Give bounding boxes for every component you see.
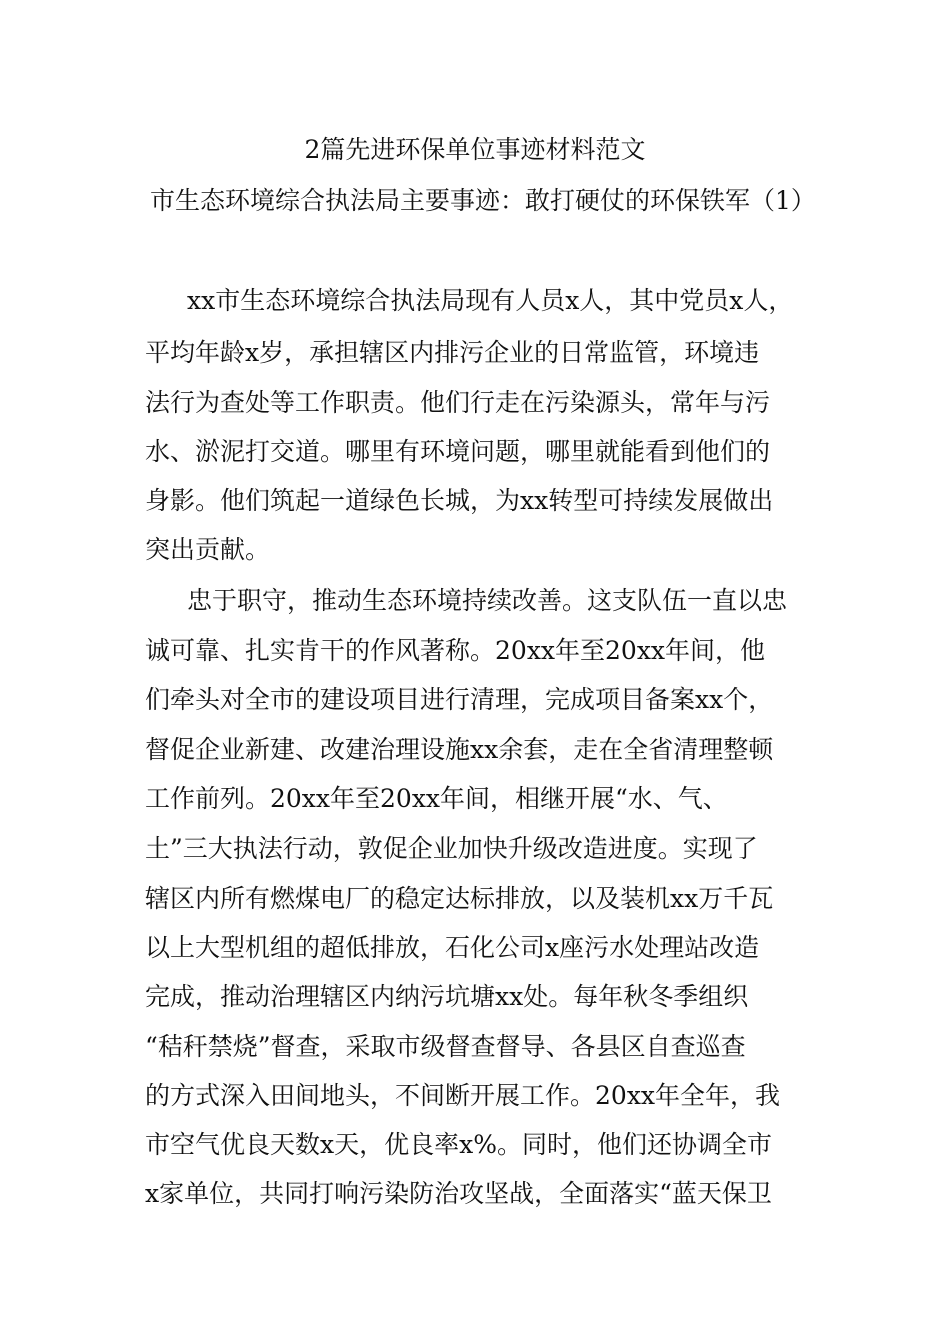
body-line: 辖区内所有燃煤电厂的稳定达标排放，以及装机xx万千瓦 bbox=[145, 884, 774, 913]
body-line: 的方式深入田间地头，不间断开展工作。20xx年全年，我 bbox=[145, 1081, 781, 1110]
body-line: 水、淤泥打交道。哪里有环境问题，哪里就能看到他们的 bbox=[145, 437, 771, 466]
body-line: x家单位，共同打响污染防治攻坚战，全面落实“蓝天保卫 bbox=[145, 1179, 772, 1208]
body-line: 督促企业新建、改建治理设施xx余套，走在全省清理整顿 bbox=[145, 735, 774, 764]
body-line: 们牵头对全市的建设项目进行清理，完成项目备案xx个， bbox=[145, 685, 774, 714]
body-line: xx市生态环境综合执法局现有人员x人，其中党员x人， bbox=[187, 286, 794, 315]
body-line: 诚可靠、扎实肯干的作风著称。20xx年至20xx年间，他 bbox=[145, 636, 766, 665]
body-line: 忠于职守，推动生态环境持续改善。这支队伍一直以忠 bbox=[187, 586, 788, 615]
body-line: 突出贡献。 bbox=[145, 535, 271, 564]
body-line: 市空气优良天数x天，优良率x%。同时，他们还协调全市 bbox=[145, 1130, 772, 1159]
section-heading: 市生态环境综合执法局主要事迹：敢打硬仗的环保铁军（1） bbox=[150, 186, 816, 215]
body-line: 法行为查处等工作职责。他们行走在污染源头，常年与污 bbox=[145, 388, 771, 417]
document-title: 2篇先进环保单位事迹材料范文 bbox=[304, 135, 646, 164]
body-line: 平均年龄x岁，承担辖区内排污企业的日常监管，环境违 bbox=[145, 338, 760, 367]
body-line: 完成，推动治理辖区内纳污坑塘xx处。每年秋冬季组织 bbox=[145, 982, 749, 1011]
body-line: 土”三大执法行动，敦促企业加快升级改造进度。实现了 bbox=[145, 834, 758, 863]
body-line: 工作前列。20xx年至20xx年间，相继开展“水、气、 bbox=[145, 784, 728, 813]
body-line: 以上大型机组的超低排放，石化公司x座污水处理站改造 bbox=[145, 933, 760, 962]
body-line: 身影。他们筑起一道绿色长城，为xx转型可持续发展做出 bbox=[145, 486, 774, 515]
body-line: “秸秆禁烧”督查，采取市级督查督导、各县区自查巡查 bbox=[145, 1032, 746, 1061]
